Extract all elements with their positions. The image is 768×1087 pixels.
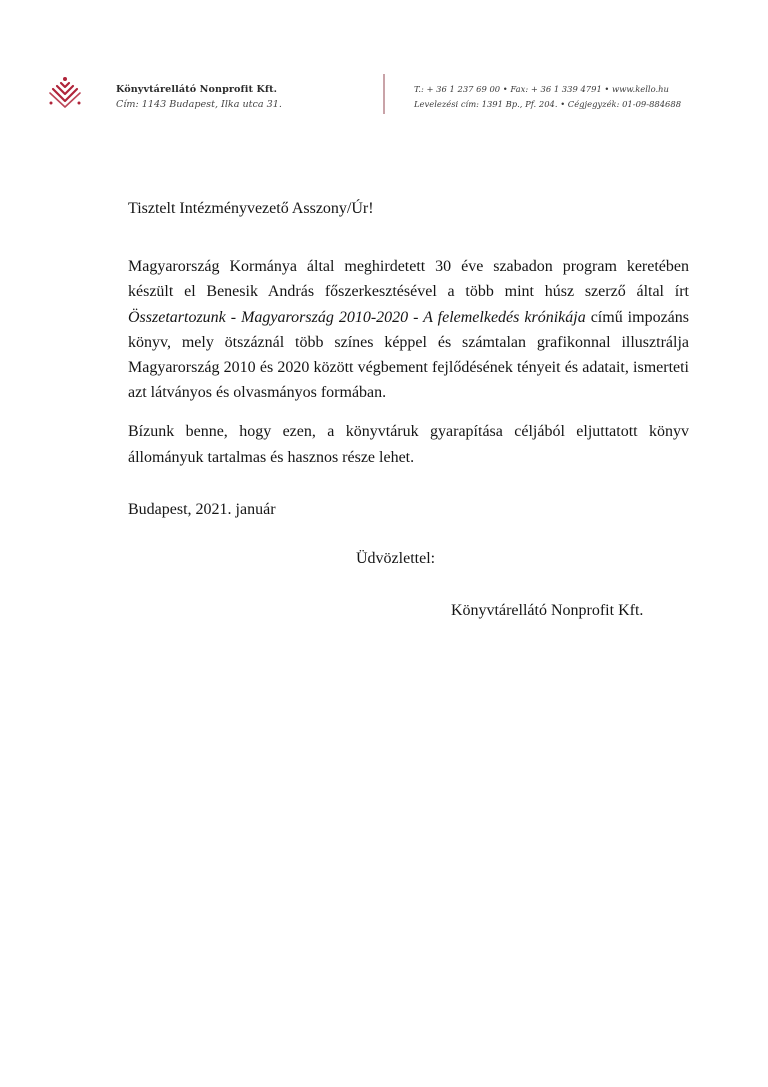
paragraph-book-announcement — [128, 254, 689, 405]
paragraph-1-intro: Magyarország Kormánya által meghirdetett 30 éve szabadon program keretében készült el Benesik András főszerkesztésével a több mint húsz szerző által írt — [128, 258, 689, 301]
contact-postal-registry: Levelezési cím: 1391 Bp., Pf. 204. • Cégjegyzék: 01-09-884688 — [414, 99, 682, 109]
closing: Üdvözlettel: — [356, 550, 436, 568]
contact-phone-fax-web: T.: + 36 1 237 69 00 • Fax: + 36 1 339 4791 • www.kello.hu — [414, 84, 669, 94]
date-line: Budapest, 2021. január — [128, 500, 276, 518]
letterhead — [0, 0, 768, 130]
company-name: Könyvtárellátó Nonprofit Kft. — [116, 84, 278, 95]
signature: Könyvtárellátó Nonprofit Kft. — [451, 602, 644, 620]
company-info — [116, 82, 282, 112]
contact-info — [414, 82, 681, 112]
paragraph-1-description: című impozáns könyv, mely ötszáznál több színes képpel és számtalan grafikonnal illusztrálja Magyarország 2010 és 2020 között végbement fejlődésének tényeit és adatait, ismerteti azt látványos és olvasmányos formában. — [128, 308, 690, 402]
header-divider — [383, 74, 385, 114]
letter-body — [128, 196, 689, 623]
salutation: Tisztelt Intézményvezető Asszony/Úr! — [128, 200, 374, 217]
company-address: Cím: 1143 Budapest, Ilka utca 31. — [116, 99, 282, 110]
book-title: Összetartozunk - Magyarország 2010-2020 - A felemelkedés krónikája — [128, 308, 586, 326]
kello-chevron-logo-icon — [48, 76, 82, 108]
paragraph-wishes: Bízunk benne, hogy ezen, a könyvtáruk gyarapítása céljából eljuttatott könyv állományuk tartalmas és hasznos része lehet. — [128, 423, 689, 466]
